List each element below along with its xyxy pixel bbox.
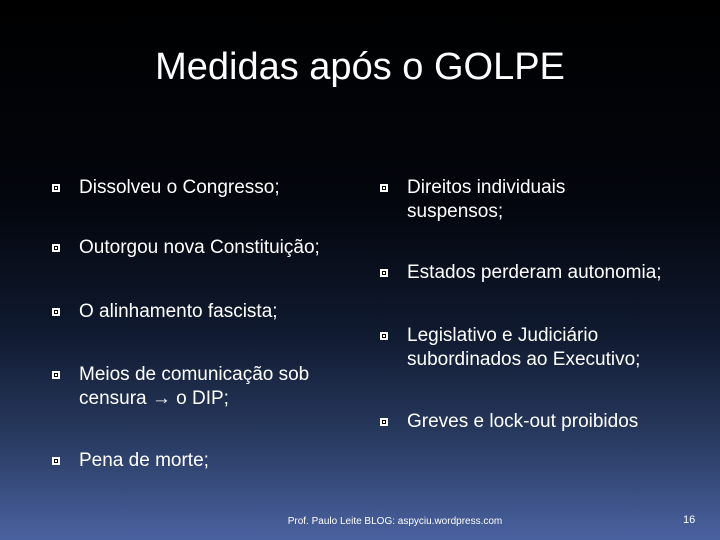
square-bullet-icon: [52, 308, 60, 316]
bullet-text-line: subordinados ao Executivo;: [407, 349, 641, 370]
bullet-text: Estados perderam autonomia;: [407, 262, 662, 283]
bullet-text-line: Legislativo e Judiciário: [407, 325, 599, 346]
square-bullet-icon: [380, 184, 388, 192]
bullet-text: Outorgou nova Constituição;: [79, 237, 320, 258]
bullet-text: Dissolveu o Congresso;: [79, 177, 280, 198]
square-bullet-icon: [52, 457, 60, 465]
square-bullet-icon: [380, 269, 388, 277]
slide-footer: Prof. Paulo Leite BLOG: aspyciu.wordpress.com: [287, 516, 503, 527]
square-bullet-icon: [52, 371, 60, 379]
square-bullet-icon: [52, 244, 60, 252]
square-bullet-icon: [380, 332, 388, 340]
bullet-text-line: censura → o DIP;: [79, 388, 229, 409]
square-bullet-icon: [380, 418, 388, 426]
slide-title: Medidas após o GOLPE: [155, 46, 565, 88]
bullet-text: Pena de morte;: [79, 450, 209, 471]
page-number: 16: [683, 514, 696, 526]
square-bullet-icon: [52, 184, 60, 192]
bullet-text: Greves e lock-out proibidos: [407, 411, 639, 432]
bullet-text-line: suspensos;: [407, 201, 504, 222]
bullet-text: O alinhamento fascista;: [79, 301, 278, 322]
bullet-text-line: Meios de comunicação sob: [79, 364, 310, 385]
bullet-text-line: Direitos individuais: [407, 177, 566, 198]
